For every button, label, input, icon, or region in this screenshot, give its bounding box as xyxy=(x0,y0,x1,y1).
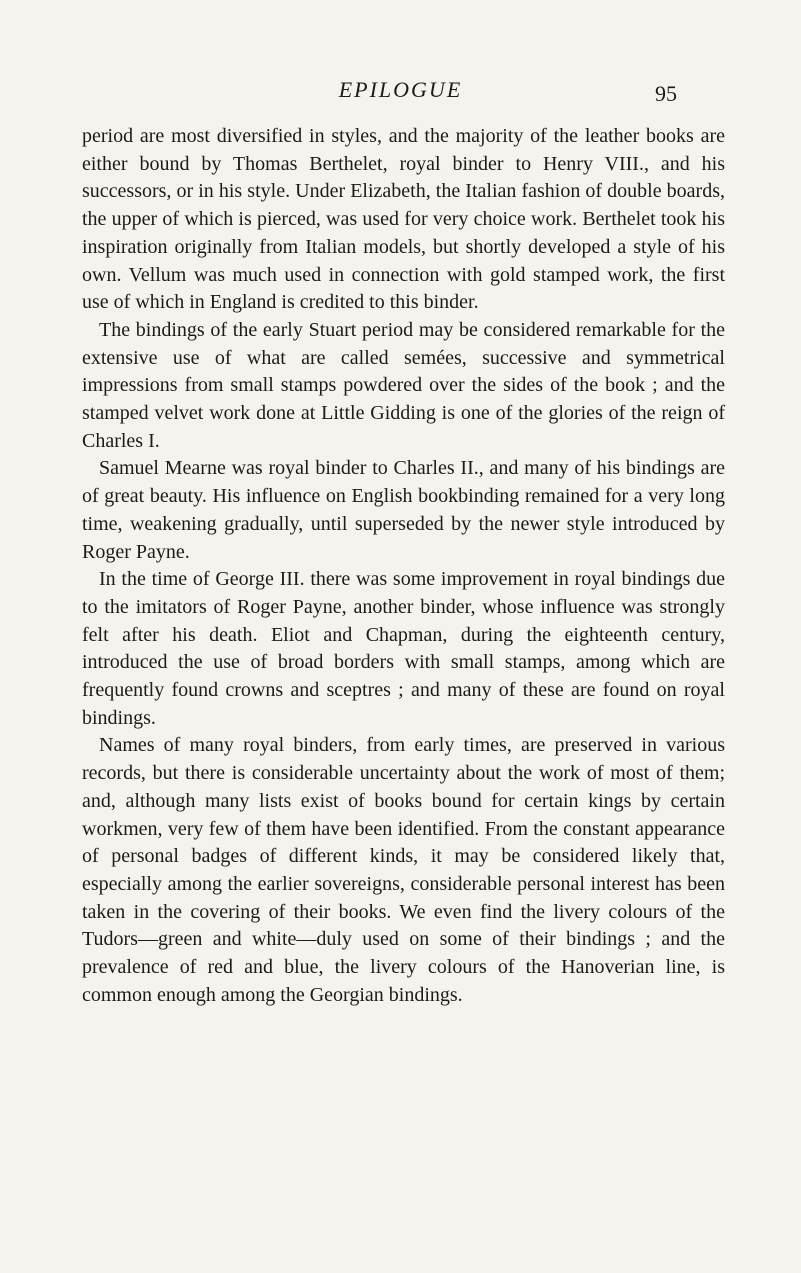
paragraph-5: Names of many royal binders, from early times, are preserved in various records, but there is considerable uncertainty about the work of most of them; and, although many lists exist of books bound for certain kings by certain workmen, very few of them have been identified. From the constant appearance of personal badges of different kinds, it may be considered likely that, especially among the earlier sovereigns, considerable personal interest has been taken in the covering of their books. We even find the livery colours of the Tudors—green and white—duly used on some of their bindings ; and the prevalence of red and blue, the livery colours of the Hanoverian line, is common enough among the Georgian bindings. xyxy=(82,734,725,1006)
page-header xyxy=(0,76,801,110)
paragraph-4: In the time of George III. there was some improvement in royal bindings due to the imitators of Roger Payne, another binder, whose influence was strongly felt after his death. Eliot and Chapman, during the eighteenth century, introduced the use of broad borders with small stamps, among which are frequently found crowns and sceptres ; and many of these are found on royal bindings. xyxy=(82,568,725,729)
paragraph-1: period are most diversified in styles, and the majority of the leather books are either bound by Thomas Berthelet, royal binder to Henry VIII., and his successors, or in his style. Under Elizabeth, the Italian fashion of double boards, the upper of which is pierced, was used for very choice work. Berthelet took his inspiration originally from Italian models, but shortly developed a style of his own. Vellum was much used in connection with gold stamped work, the first use of which in England is credited to this binder. xyxy=(82,125,725,314)
paragraph-2: The bindings of the early Stuart period may be considered remarkable for the extensive use of what are called semées, successive and symmetrical impressions from small stamps powdered over the sides of the book ; and the stamped velvet work done at Little Gidding is one of the glories of the reign of Charles I. xyxy=(82,318,725,452)
paragraph-3: Samuel Mearne was royal binder to Charles II., and many of his bindings are of great beauty. His influence on English bookbinding remained for a very long time, weakening gradually, until superseded by the newer style introduced by Roger Payne. xyxy=(82,457,725,563)
page-number: 95 xyxy=(655,81,677,106)
running-head: EPILOGUE xyxy=(338,77,463,102)
body-text xyxy=(82,123,725,1010)
